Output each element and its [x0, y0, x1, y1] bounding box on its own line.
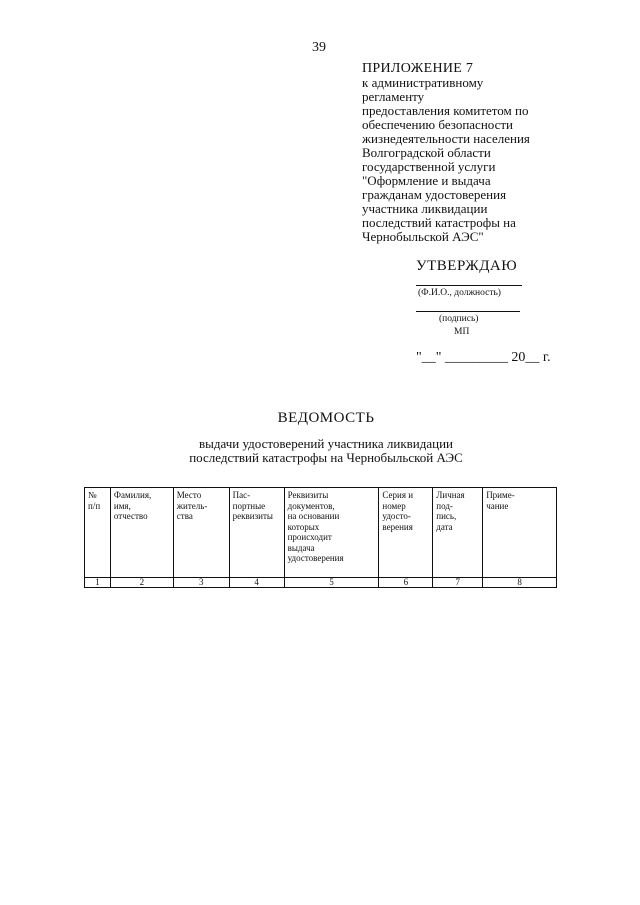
appendix-line: предоставления комитетом по: [362, 103, 529, 118]
header-cell-signature-date: [433, 488, 483, 578]
column-number: 1: [85, 578, 111, 588]
table-header-row: [85, 488, 557, 578]
signature-label: (подпись): [439, 314, 479, 324]
header-text: под-: [436, 500, 453, 511]
header-text: житель-: [176, 500, 208, 511]
header-text: реквизиты: [232, 511, 273, 521]
header-text: на основании: [287, 511, 340, 521]
header-text: дата: [436, 521, 453, 532]
subtitle-line: выдачи удостоверений участника ликвидации: [198, 436, 454, 451]
appendix-line: Чернобыльской АЭС": [362, 229, 484, 244]
column-number-row: [85, 578, 557, 588]
document-title: ВЕДОМОСТЬ: [277, 410, 375, 426]
appendix-line: к административному: [362, 75, 484, 90]
column-number: 8: [483, 578, 557, 588]
header-cell-certificate-number: [379, 488, 433, 578]
header-text: Пас-: [232, 490, 251, 500]
header-text: удостоверения: [287, 553, 344, 563]
column-number: 6: [379, 578, 433, 588]
header-text: п/п: [88, 500, 101, 511]
header-text: удосто-: [382, 511, 411, 521]
header-text: происходит: [287, 532, 332, 542]
column-number: 5: [284, 578, 379, 588]
header-text: номер: [382, 500, 406, 511]
column-number: 7: [433, 578, 483, 588]
subtitle-line: последствий катастрофы на Чернобыльской АЭС: [189, 450, 463, 465]
header-text: портные: [232, 500, 266, 511]
appendix-heading: ПРИЛОЖЕНИЕ 7: [362, 61, 474, 76]
header-text: чание: [486, 500, 509, 511]
header-text: верения: [382, 521, 413, 532]
header-text: документов,: [287, 500, 335, 511]
header-text: Реквизиты: [287, 490, 329, 500]
roster-table: [84, 487, 557, 588]
column-number: 3: [173, 578, 229, 588]
header-text: Приме-: [486, 490, 515, 500]
appendix-line: государственной услуги: [362, 159, 496, 174]
header-text: Место: [176, 490, 202, 500]
signature-line: [416, 311, 520, 312]
header-text: Фамилия,: [113, 490, 152, 500]
header-cell-full-name: [110, 488, 173, 578]
column-number: 4: [229, 578, 284, 588]
header-text: №: [88, 490, 97, 500]
column-number: 2: [110, 578, 173, 588]
header-text: Личная: [436, 490, 465, 500]
appendix-line: участника ликвидации: [362, 201, 488, 216]
document-subtitle: [0, 437, 640, 465]
header-cell-note: [483, 488, 557, 578]
appendix-line: обеспечению безопасности: [362, 117, 514, 132]
appendix-line: гражданам удостоверения: [362, 187, 507, 202]
appendix-line: "Оформление и выдача: [362, 173, 491, 188]
approval-title: УТВЕРЖДАЮ: [416, 258, 518, 274]
header-text: имя,: [113, 500, 131, 511]
header-cell-residence: [173, 488, 229, 578]
appendix-block: [362, 62, 602, 244]
appendix-line: последствий катастрофы на: [362, 215, 516, 230]
header-text: выдача: [287, 542, 315, 553]
header-cell-documents: [284, 488, 379, 578]
appendix-line: Волгоградской области: [362, 145, 491, 160]
header-text: ства: [176, 511, 193, 521]
appendix-line: регламенту: [362, 89, 425, 104]
header-cell-passport: [229, 488, 284, 578]
header-text: отчество: [113, 511, 148, 521]
fio-line: [416, 285, 522, 286]
fio-label: (Ф.И.О., должность): [418, 288, 501, 298]
header-text: которых: [287, 521, 320, 532]
header-cell-number: [85, 488, 111, 578]
stamp-label: МП: [454, 327, 470, 337]
page-number: 39: [312, 40, 326, 55]
appendix-line: жизнедеятельности населения: [362, 131, 530, 146]
header-text: Серия и: [382, 490, 414, 500]
header-text: пись,: [436, 511, 457, 521]
approval-date: "__" _________ 20__ г.: [416, 350, 551, 365]
